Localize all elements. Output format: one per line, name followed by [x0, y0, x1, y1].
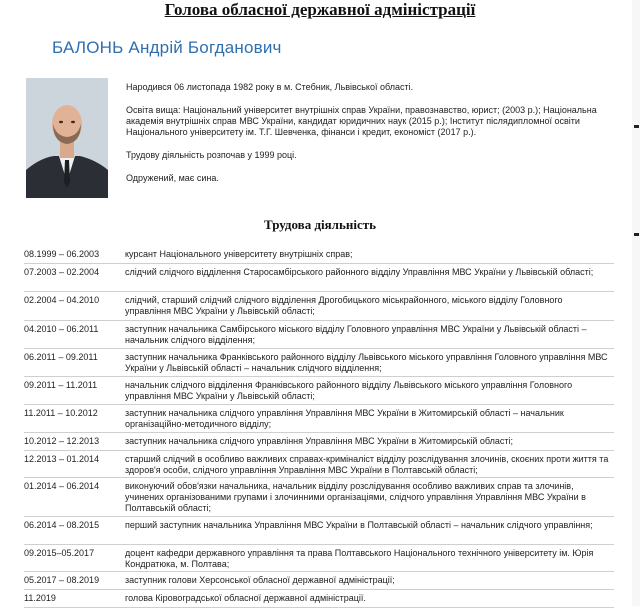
career-row	[24, 264, 614, 292]
career-period: 06.2011 – 09.2011	[24, 352, 98, 362]
biography	[126, 82, 601, 196]
career-row	[24, 478, 614, 517]
career-period: 04.2010 – 06.2011	[24, 324, 99, 334]
career-row	[24, 545, 614, 572]
career-row	[24, 590, 614, 608]
career-period: 01.2014 – 06.2014	[24, 481, 100, 491]
career-period: 11.2019	[24, 593, 56, 603]
career-description: заступник начальника слідчого управління Управління МВС України в Житомирській області;	[125, 436, 513, 446]
career-description: виконуючий обов'язки начальника, начальник відділу розслідування особливо важливих справ та злочинів, учинених організованими групами і злочинними організаціями, слідчого управління Управління МВС України в Полтавській області;	[125, 481, 586, 513]
career-period: 07.2003 – 02.2004	[24, 267, 100, 277]
career-row	[24, 572, 614, 590]
career-period: 09.2015–05.2017	[24, 548, 95, 558]
career-description: курсант Національного університету внутрішніх справ;	[125, 249, 353, 259]
career-description: перший заступник начальника Управління МВС України в Полтавській області – начальник слідчого управління;	[125, 520, 593, 530]
person-name: БАЛОНЬ Андрій Богданович	[52, 38, 282, 57]
career-description: доцент кафедри державного управління та права Полтавського Національного технічного університету ім. Юрія Кондратюка, м. Полтава;	[125, 548, 594, 569]
career-description: заступник голови Херсонської обласної державної адміністрації;	[125, 575, 395, 585]
career-row	[24, 377, 614, 405]
career-row	[24, 405, 614, 433]
scrollbar-thumb[interactable]	[634, 125, 639, 128]
bio-career-start: Трудову діяльність розпочав у 1999 році.	[126, 150, 297, 160]
career-row	[24, 451, 614, 478]
page-title: Голова обласної державної адміністрації	[164, 0, 476, 19]
bio-education: Освіта вища: Національний університет внутрішніх справ України, правознавство, юрист; (2003 р.); Національна академія внутрішніх справ МВС України, кандидат юридичних наук (2015 р.); Інститут післядипломної освіти Національного університету ім. Т.Г. Шевченка, фінанси і кредит, економіст (2017 р.).	[126, 105, 597, 137]
scrollbar[interactable]	[632, 0, 640, 606]
career-period: 12.2013 – 01.2014	[24, 454, 100, 464]
career-row	[24, 433, 614, 451]
career-description: слідчий слідчого відділення Старосамбірського районного відділу Управління МВС України у Львівській області;	[125, 267, 594, 277]
career-section-title: Трудова діяльність	[264, 217, 376, 232]
career-description: старший слідчий в особливо важливих справах-криміналіст відділу розслідування злочинів, скоєних проти життя та здоров'я особи, слідчого управління Управління МВС України в Полтавській області;	[125, 454, 609, 475]
bio-family: Одружений, має сина.	[126, 173, 219, 183]
career-description: голова Кіровоградської обласної державної адміністрації.	[125, 593, 366, 603]
portrait-photo	[26, 78, 108, 198]
career-description: заступник начальника слідчого управління Управління МВС України в Житомирській області – начальник організаційно-методичного відділу;	[125, 408, 564, 429]
career-period: 11.2011 – 10.2012	[24, 408, 98, 418]
career-period: 08.1999 – 06.2003	[24, 249, 100, 259]
career-description: заступник начальника Франківського районного відділу Львівського міського управління Головного управління МВС України у Львівській області – начальник слідчого відділення;	[125, 352, 608, 373]
career-row	[24, 349, 614, 377]
career-period: 09.2011 – 11.2011	[24, 380, 98, 390]
portrait-illustration	[26, 78, 108, 198]
career-period: 06.2014 – 08.2015	[24, 520, 100, 530]
career-row	[24, 246, 614, 264]
career-row	[24, 517, 614, 545]
career-description: заступник начальника Самбірського міського відділу Головного управління МВС України у Львівській області – начальник слідчого відділення;	[125, 324, 587, 345]
scrollbar-marker	[634, 233, 639, 236]
career-table	[24, 246, 614, 608]
career-period: 10.2012 – 12.2013	[24, 436, 100, 446]
career-period: 05.2017 – 08.2019	[24, 575, 100, 585]
career-period: 02.2004 – 04.2010	[24, 295, 100, 305]
bio-born: Народився 06 листопада 1982 року в м. Стебник, Львівської області.	[126, 82, 414, 92]
career-row	[24, 321, 614, 349]
career-row	[24, 292, 614, 321]
career-description: слідчий, старший слідчий слідчого відділення Дрогобицького міськрайонного, міського відділу Головного управління МВС України у Львівській області;	[125, 295, 563, 316]
career-description: начальник слідчого відділення Франківського районного відділу Львівського міського управління Головного управління МВС України у Львівській області;	[125, 380, 573, 401]
